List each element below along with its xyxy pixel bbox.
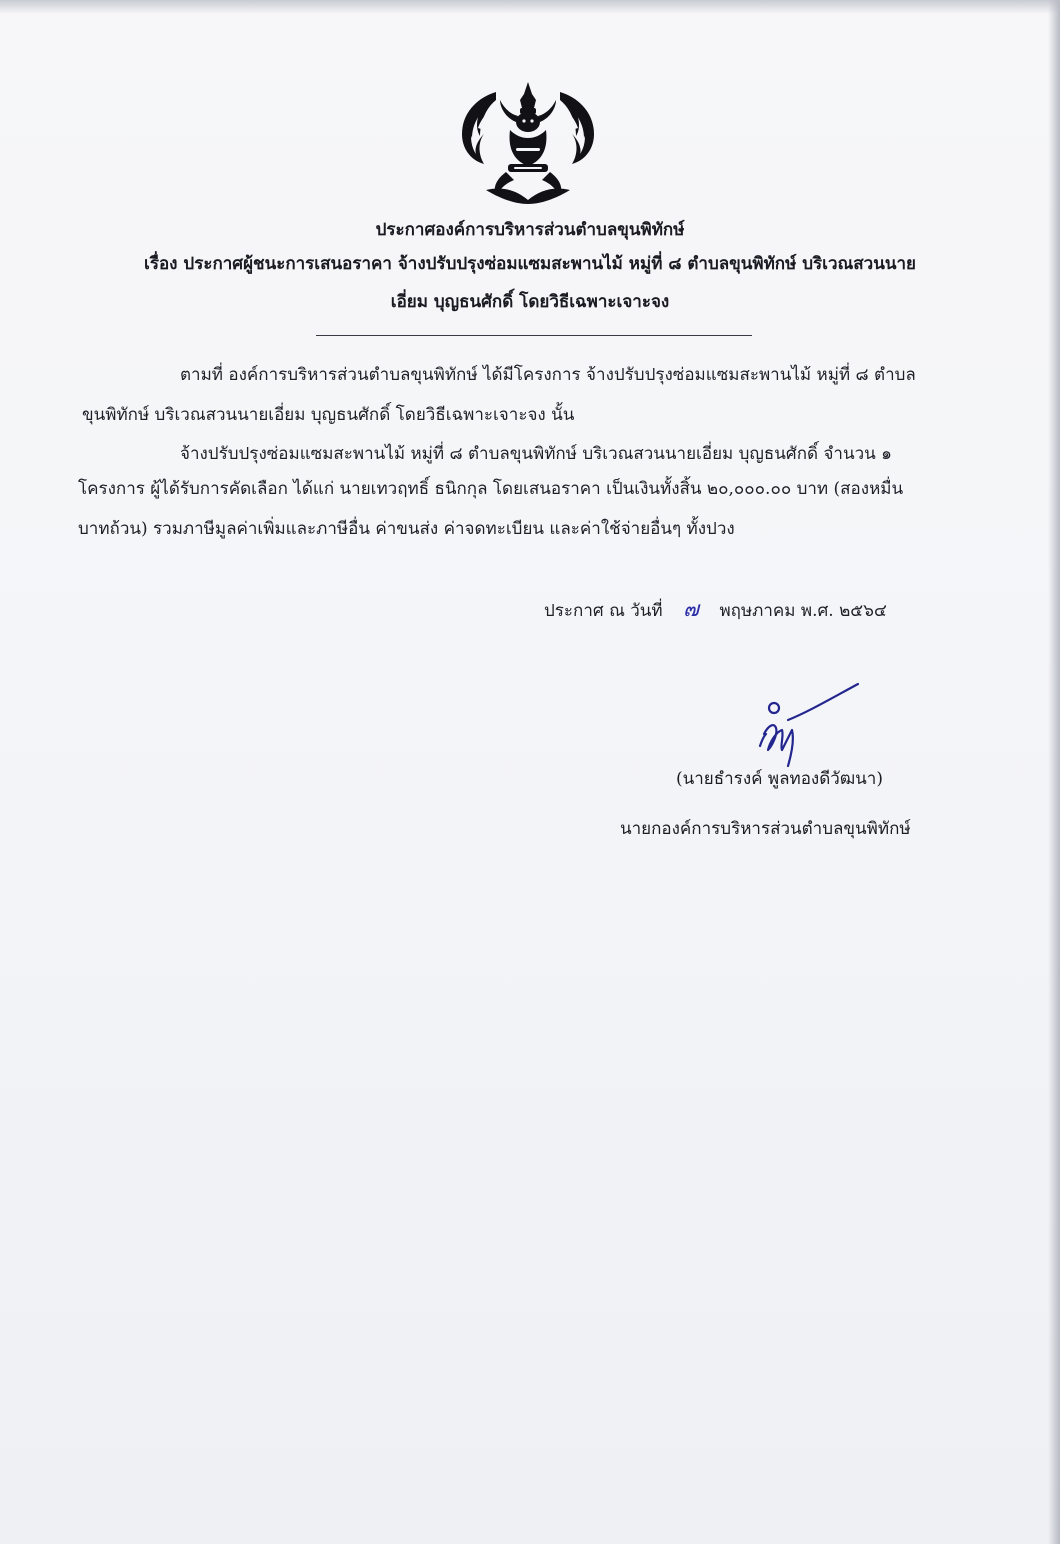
announcement-date-prefix: ประกาศ ณ วันที่: [544, 601, 663, 621]
handwritten-signature: [748, 676, 866, 768]
paragraph-2-line-1: จ้างปรับปรุงซ่อมแซมสะพานไม้ หมู่ที่ ๘ ตำบลขุนพิทักษ์ บริเวณสวนนายเอี่ยม บุญธนศักดิ์ จำนวน ๑: [180, 444, 892, 464]
paragraph-2-line-2: โครงการ ผู้ได้รับการคัดเลือก ได้แก่ นายเทวฤทธิ์ ธนิกกุล โดยเสนอราคา เป็นเงินทั้งสิ้น ๒๐,๐๐๐.๐๐ บาท (สองหมื่น: [78, 479, 904, 499]
document-subject-line-2: เอี่ยม บุญธนศักดิ์ โดยวิธีเฉพาะเจาะจง: [390, 292, 670, 312]
heading-divider: [316, 335, 752, 336]
paragraph-1-line-2: ขุนพิทักษ์ บริเวณสวนนายเอี่ยม บุญธนศักดิ์ โดยวิธีเฉพาะเจาะจง นั้น: [82, 405, 575, 425]
signer-title: นายกองค์การบริหารส่วนตำบลขุนพิทักษ์: [620, 819, 911, 839]
paper-shadow-top: [0, 0, 1060, 14]
announcement-date-month-year: พฤษภาคม พ.ศ. ๒๕๖๔: [719, 601, 887, 621]
announcement-date: [544, 593, 887, 626]
document-subject-line-1: เรื่อง ประกาศผู้ชนะการเสนอราคา จ้างปรับปรุงซ่อมแซมสะพานไม้ หมู่ที่ ๘ ตำบลขุนพิทักษ์ บริเวณสวนนาย: [144, 254, 916, 274]
garuda-emblem-icon: [456, 78, 600, 206]
signer-name: (นายธำรงค์ พูลทองดีวัฒนา): [676, 769, 883, 789]
document-title: ประกาศองค์การบริหารส่วนตำบลขุนพิทักษ์: [375, 220, 685, 240]
paragraph-1-line-1: ตามที่ องค์การบริหารส่วนตำบลขุนพิทักษ์ ได้มีโครงการ จ้างปรับปรุงซ่อมแซมสะพานไม้ หมู่ที่ ๘ ตำบล: [180, 365, 916, 385]
announcement-date-day: ๗: [683, 597, 699, 621]
paper-shadow-right: [1048, 0, 1060, 1544]
paragraph-2-line-3: บาทถ้วน) รวมภาษีมูลค่าเพิ่มและภาษีอื่น ค่าขนส่ง ค่าจดทะเบียน และค่าใช้จ่ายอื่นๆ ทั้งปวง: [78, 519, 735, 539]
